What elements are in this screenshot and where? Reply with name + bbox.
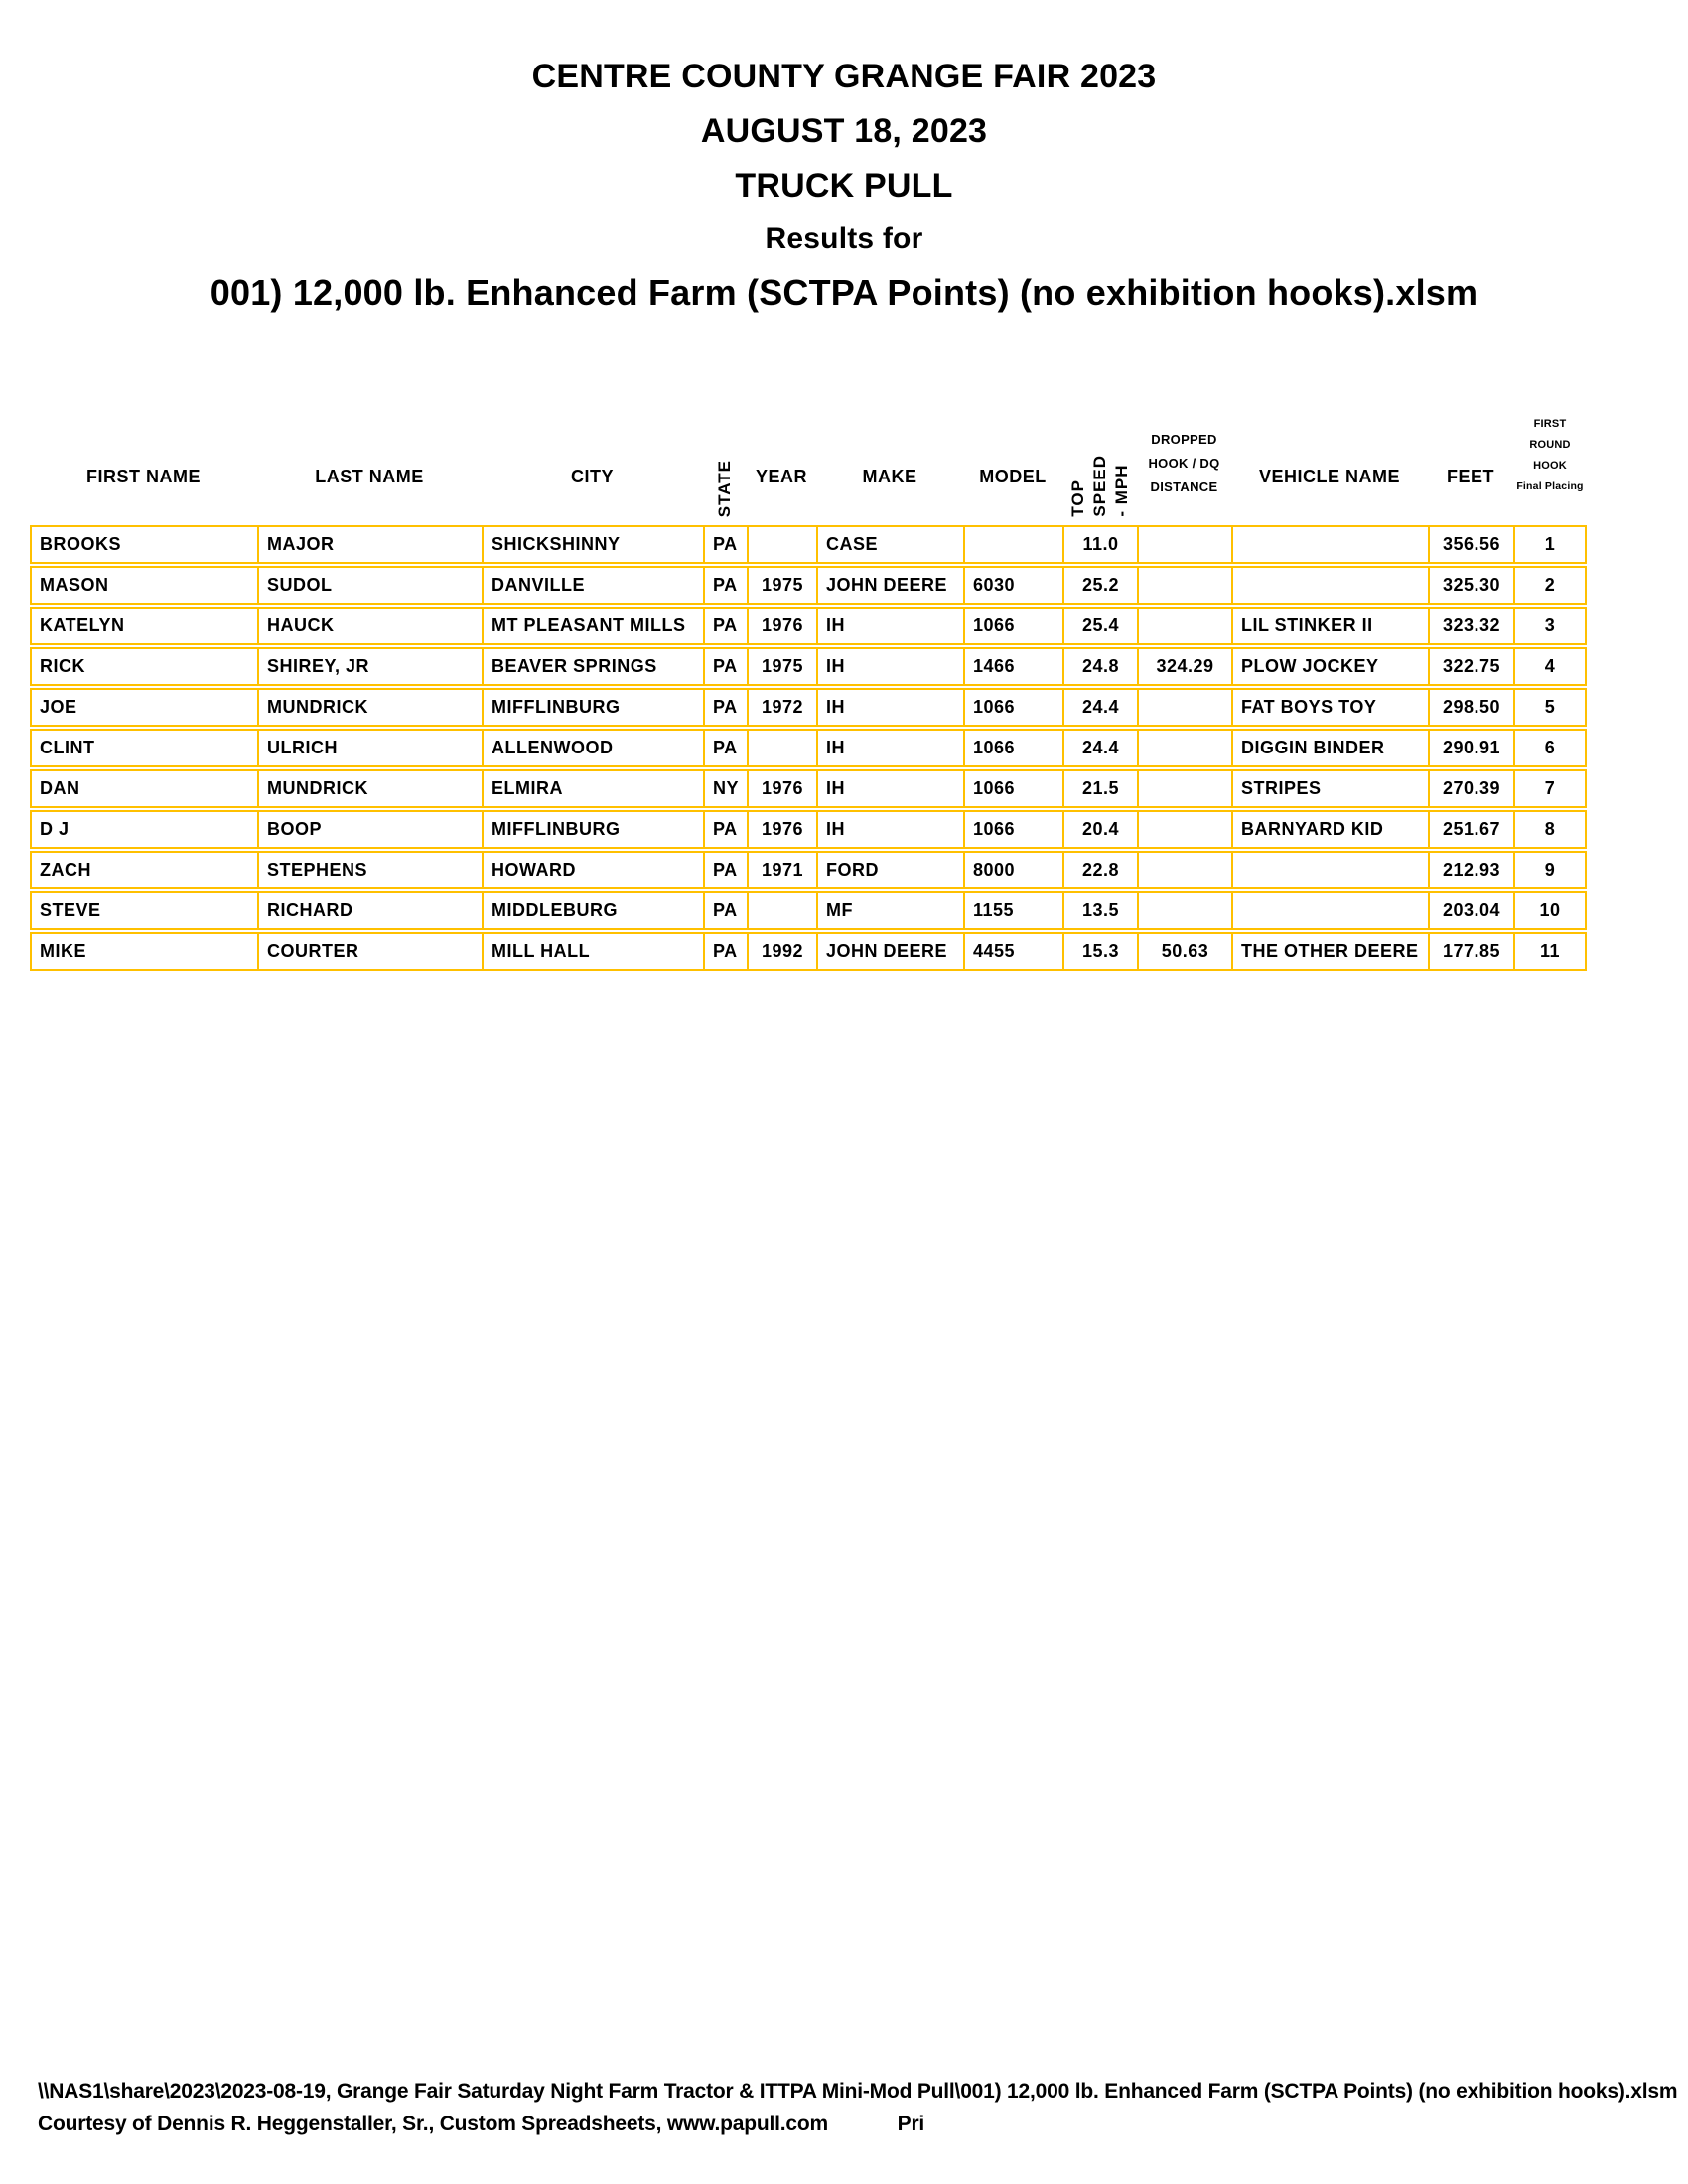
cell-year	[747, 525, 816, 564]
cell-dropped	[1137, 688, 1231, 727]
cell-placing: 4	[1513, 647, 1587, 686]
results-table	[30, 523, 1587, 973]
cell-make: IH	[816, 688, 963, 727]
results-table-body	[30, 525, 1587, 971]
title-block	[0, 50, 1688, 320]
cell-first-name: ZACH	[30, 851, 257, 889]
column-header-city: CITY	[570, 467, 614, 486]
title-line-results: Results for	[765, 222, 923, 255]
cell-feet: 323.32	[1428, 607, 1513, 645]
cell-feet: 298.50	[1428, 688, 1513, 727]
cell-last-name: ULRICH	[257, 729, 482, 767]
table-row	[30, 566, 1587, 605]
cell-state: PA	[703, 607, 747, 645]
footer-file-path: \\NAS1\share\2023\2023-08-19, Grange Fair Saturday Night Farm Tractor & ITTPA Mini-Mod Pull\001) 12,000 lb. Enhanced Farm (SCTPA Points) (no exhibition hooks).xlsm	[38, 2080, 1678, 2103]
cell-dropped	[1137, 525, 1231, 564]
cell-make: IH	[816, 607, 963, 645]
column-header-last-name: LAST NAME	[315, 467, 424, 486]
column-header-model: MODEL	[979, 467, 1047, 486]
table-header-row	[30, 417, 1587, 523]
cell-vehicle-name: PLOW JOCKEY	[1231, 647, 1428, 686]
cell-last-name: SUDOL	[257, 566, 482, 605]
cell-vehicle-name: THE OTHER DEERE	[1231, 932, 1428, 971]
cell-dropped	[1137, 607, 1231, 645]
cell-make: IH	[816, 810, 963, 849]
table-row	[30, 769, 1587, 808]
cell-model: 1466	[963, 647, 1062, 686]
cell-first-name: D J	[30, 810, 257, 849]
cell-last-name: BOOP	[257, 810, 482, 849]
cell-year: 1976	[747, 810, 816, 849]
cell-first-name: MIKE	[30, 932, 257, 971]
column-header-top-speed: TOP SPEED - MPH	[1067, 455, 1131, 517]
column-header-year: YEAR	[755, 467, 807, 486]
cell-top-speed: 11.0	[1062, 525, 1137, 564]
cell-state: PA	[703, 688, 747, 727]
cell-make: IH	[816, 647, 963, 686]
cell-model: 6030	[963, 566, 1062, 605]
cell-year: 1976	[747, 769, 816, 808]
cell-top-speed: 21.5	[1062, 769, 1137, 808]
cell-feet: 325.30	[1428, 566, 1513, 605]
cell-vehicle-name: DIGGIN BINDER	[1231, 729, 1428, 767]
cell-model: 1066	[963, 729, 1062, 767]
cell-feet: 270.39	[1428, 769, 1513, 808]
cell-state: PA	[703, 851, 747, 889]
cell-year: 1992	[747, 932, 816, 971]
cell-year: 1976	[747, 607, 816, 645]
cell-vehicle-name: LIL STINKER II	[1231, 607, 1428, 645]
column-header-vehicle-name: VEHICLE NAME	[1258, 467, 1400, 486]
title-line-date: AUGUST 18, 2023	[700, 112, 988, 150]
cell-placing: 7	[1513, 769, 1587, 808]
cell-dropped	[1137, 566, 1231, 605]
cell-model: 1066	[963, 607, 1062, 645]
cell-feet: 356.56	[1428, 525, 1513, 564]
cell-model: 1066	[963, 769, 1062, 808]
cell-dropped	[1137, 729, 1231, 767]
cell-make: JOHN DEERE	[816, 932, 963, 971]
cell-make: CASE	[816, 525, 963, 564]
cell-state: PA	[703, 810, 747, 849]
cell-placing: 8	[1513, 810, 1587, 849]
table-row	[30, 810, 1587, 849]
cell-feet: 251.67	[1428, 810, 1513, 849]
table-row	[30, 607, 1587, 645]
cell-state: PA	[703, 729, 747, 767]
cell-placing: 11	[1513, 932, 1587, 971]
cell-state: PA	[703, 891, 747, 930]
cell-year: 1975	[747, 647, 816, 686]
cell-dropped	[1137, 810, 1231, 849]
cell-year	[747, 729, 816, 767]
cell-dropped: 50.63	[1137, 932, 1231, 971]
cell-placing: 2	[1513, 566, 1587, 605]
cell-top-speed: 13.5	[1062, 891, 1137, 930]
cell-top-speed: 24.4	[1062, 729, 1137, 767]
table-row	[30, 932, 1587, 971]
cell-year: 1971	[747, 851, 816, 889]
cell-vehicle-name: STRIPES	[1231, 769, 1428, 808]
footer-credit-line	[38, 2108, 1668, 2140]
cell-top-speed: 24.8	[1062, 647, 1137, 686]
cell-city: ALLENWOOD	[482, 729, 703, 767]
cell-first-name: JOE	[30, 688, 257, 727]
cell-year: 1975	[747, 566, 816, 605]
footer-credit-text: Courtesy of Dennis R. Heggenstaller, Sr., Custom Spreadsheets, www.papull.com	[38, 2113, 829, 2135]
column-header-state: STATE	[715, 459, 734, 517]
cell-model: 1066	[963, 688, 1062, 727]
cell-first-name: STEVE	[30, 891, 257, 930]
cell-feet: 203.04	[1428, 891, 1513, 930]
cell-placing: 5	[1513, 688, 1587, 727]
results-table-section	[30, 417, 1587, 973]
cell-dropped	[1137, 769, 1231, 808]
table-row	[30, 729, 1587, 767]
cell-last-name: HAUCK	[257, 607, 482, 645]
cell-top-speed: 20.4	[1062, 810, 1137, 849]
cell-first-name: DAN	[30, 769, 257, 808]
cell-make: MF	[816, 891, 963, 930]
cell-city: SHICKSHINNY	[482, 525, 703, 564]
cell-placing: 1	[1513, 525, 1587, 564]
cell-make: IH	[816, 769, 963, 808]
cell-model: 8000	[963, 851, 1062, 889]
cell-first-name: RICK	[30, 647, 257, 686]
cell-city: BEAVER SPRINGS	[482, 647, 703, 686]
cell-city: DANVILLE	[482, 566, 703, 605]
title-line-event: CENTRE COUNTY GRANGE FAIR 2023	[531, 58, 1157, 95]
cell-vehicle-name: BARNYARD KID	[1231, 810, 1428, 849]
cell-last-name: RICHARD	[257, 891, 482, 930]
table-row	[30, 891, 1587, 930]
cell-first-name: BROOKS	[30, 525, 257, 564]
cell-vehicle-name	[1231, 891, 1428, 930]
cell-top-speed: 22.8	[1062, 851, 1137, 889]
cell-last-name: SHIREY, JR	[257, 647, 482, 686]
cell-last-name: MAJOR	[257, 525, 482, 564]
cell-state: NY	[703, 769, 747, 808]
column-header-dropped-hook: DROPPED HOOK / DQ DISTANCE	[1148, 432, 1220, 494]
cell-top-speed: 25.2	[1062, 566, 1137, 605]
cell-make: JOHN DEERE	[816, 566, 963, 605]
cell-dropped: 324.29	[1137, 647, 1231, 686]
cell-last-name: MUNDRICK	[257, 688, 482, 727]
column-header-first-round-hook: FIRST ROUND HOOK Final Placing	[1516, 418, 1584, 492]
cell-state: PA	[703, 525, 747, 564]
cell-dropped	[1137, 891, 1231, 930]
cell-top-speed: 25.4	[1062, 607, 1137, 645]
cell-last-name: STEPHENS	[257, 851, 482, 889]
cell-state: PA	[703, 566, 747, 605]
cell-city: ELMIRA	[482, 769, 703, 808]
cell-first-name: CLINT	[30, 729, 257, 767]
page-footer	[38, 2075, 1678, 2140]
column-header-first-name: FIRST NAME	[86, 467, 201, 486]
table-row	[30, 851, 1587, 889]
cell-top-speed: 24.4	[1062, 688, 1137, 727]
cell-year: 1972	[747, 688, 816, 727]
cell-city: MIDDLEBURG	[482, 891, 703, 930]
cell-vehicle-name	[1231, 851, 1428, 889]
cell-first-name: MASON	[30, 566, 257, 605]
column-header-feet: FEET	[1446, 467, 1494, 486]
title-line-pull: TRUCK PULL	[735, 167, 953, 205]
cell-feet: 177.85	[1428, 932, 1513, 971]
cell-year	[747, 891, 816, 930]
cell-top-speed: 15.3	[1062, 932, 1137, 971]
cell-model: 1155	[963, 891, 1062, 930]
cell-vehicle-name	[1231, 525, 1428, 564]
cell-feet: 290.91	[1428, 729, 1513, 767]
table-row	[30, 688, 1587, 727]
cell-vehicle-name	[1231, 566, 1428, 605]
cell-feet: 322.75	[1428, 647, 1513, 686]
cell-model: 1066	[963, 810, 1062, 849]
cell-model	[963, 525, 1062, 564]
cell-vehicle-name: FAT BOYS TOY	[1231, 688, 1428, 727]
cell-model: 4455	[963, 932, 1062, 971]
cell-first-name: KATELYN	[30, 607, 257, 645]
cell-last-name: COURTER	[257, 932, 482, 971]
cell-city: MT PLEASANT MILLS	[482, 607, 703, 645]
cell-make: IH	[816, 729, 963, 767]
cell-placing: 3	[1513, 607, 1587, 645]
cell-placing: 10	[1513, 891, 1587, 930]
column-header-make: MAKE	[862, 467, 917, 486]
cell-city: MIFFLINBURG	[482, 688, 703, 727]
cell-state: PA	[703, 647, 747, 686]
cell-placing: 9	[1513, 851, 1587, 889]
table-row	[30, 647, 1587, 686]
table-row	[30, 525, 1587, 564]
cell-city: MILL HALL	[482, 932, 703, 971]
cell-dropped	[1137, 851, 1231, 889]
cell-city: HOWARD	[482, 851, 703, 889]
cell-feet: 212.93	[1428, 851, 1513, 889]
cell-city: MIFFLINBURG	[482, 810, 703, 849]
cell-state: PA	[703, 932, 747, 971]
cell-make: FORD	[816, 851, 963, 889]
title-line-filename: 001) 12,000 lb. Enhanced Farm (SCTPA Points) (no exhibition hooks).xlsm	[210, 272, 1478, 313]
cell-placing: 6	[1513, 729, 1587, 767]
cell-last-name: MUNDRICK	[257, 769, 482, 808]
footer-print-fragment: Pri	[897, 2113, 925, 2135]
